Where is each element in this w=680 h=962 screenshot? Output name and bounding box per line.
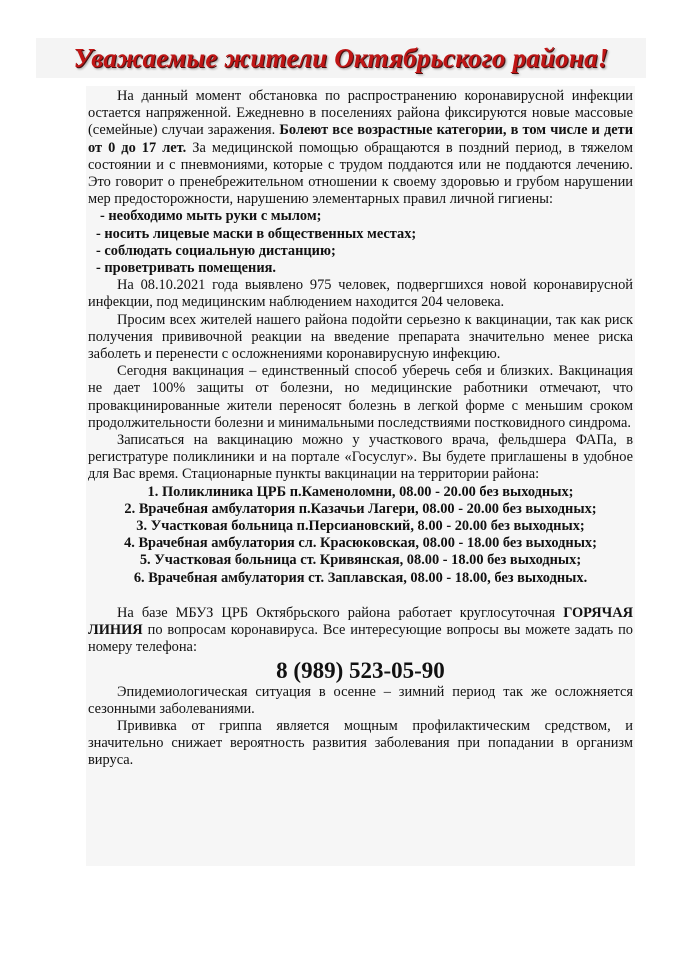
clinic-item: 6. Врачебная амбулатория ст. Заплавская, 08.00 - 18.00, без выходных.: [133, 569, 588, 586]
hotline-label: ГОРЯЧАЯ ЛИНИЯ: [88, 604, 633, 639]
rule-ventilate: - проветривать помещения.: [96, 260, 276, 277]
clinic-item: 5. Участковая больница ст. Кривянская, 08.00 - 18.00 без выходных;: [139, 552, 582, 569]
intro-bold-age-groups: Болеют все возрастные категории, в том числе и дети от 0 до 17 лет.: [88, 122, 633, 156]
intro-text-a: На данный момент обстановка по распространению коронавирусной инфекции остается напряженной. Ежедневно в поселениях района фиксируются новые массовые (семейные) случаи заражения.: [88, 88, 633, 139]
spacer: [88, 587, 633, 605]
clinic-item: 3. Участковая больница п.Персиановский, 8.00 - 20.00 без выходных;: [136, 518, 585, 535]
page-title: Уважаемые жители Октябрьского района!: [73, 42, 609, 73]
clinic-item: 2. Врачебная амбулатория п.Казачьи Лагери, 08.00 - 20.00 без выходных;: [124, 500, 597, 517]
hotline-phone-number: 8 (989) 523-05-90: [276, 657, 445, 683]
signup-paragraph: Записаться на вакцинацию можно у участкового врача, фельдшера ФАПа, в регистратуре поликлиники и на портале «Госуслуг». Вы будете приглашены в удобное для Вас время. Стационарные пункты вакцинации на территории района:: [88, 432, 633, 483]
rule-wash-hands: - необходимо мыть руки с мылом;: [100, 208, 322, 225]
vaccination-appeal-paragraph: Просим всех жителей нашего района подойти серьезно к вакцинации, так как риск получения прививочной реакции на введение препарата значительно менее риска заболеть и перенести с осложнениями коронавирусную инфекцию.: [88, 311, 633, 363]
rule-social-distance: - соблюдать социальную дистанцию;: [96, 242, 336, 259]
title-banner: [36, 38, 646, 78]
document-body: [88, 88, 633, 770]
vaccination-today-paragraph: Сегодня вакцинация – единственный способ уберечь себя и близких. Вакцинация не дает 100% защиты от болезни, но медицинские работники отмечают, что провакцинированные жители переносят болезнь в легкой форме с меньшим сроком продолжительности болезни и минимальными последствиями постковидного синдрома.: [88, 363, 633, 431]
hotline-paragraph: [88, 605, 633, 657]
flu-vaccine-paragraph: Прививка от гриппа является мощным профилактическим средством, и значительно снижает вероятность развития заболевания при попадании в организм вируса.: [88, 717, 633, 769]
clinic-item: 4. Врачебная амбулатория сл. Красюковская, 08.00 - 18.00 без выходных;: [124, 535, 597, 552]
hotline-text-a: На базе МБУЗ ЦРБ Октябрьского района работает круглосуточная: [117, 604, 564, 621]
clinic-item: 1. Поликлиника ЦРБ п.Каменоломни, 08.00 - 20.00 без выходных;: [147, 483, 574, 500]
epidemic-paragraph: Эпидемиологическая ситуация в осенне – зимний период так же осложняется сезонными заболеваниями.: [88, 683, 633, 717]
rule-wear-masks: - носить лицевые маски в общественных местах;: [96, 225, 417, 242]
intro-paragraph: [88, 88, 633, 208]
stats-paragraph: На 08.10.2021 года выявлено 975 человек, подвергшихся новой коронавирусной инфекции, под медицинским наблюдением находится 204 человека.: [88, 277, 633, 311]
intro-text-b: За медицинской помощью обращаются в поздний период, в тяжелом состоянии и с пневмониями, которые с трудом поддаются или не поддаются лечению. Это говорит о пренебрежительном отношении к своему здоровью и грубом нарушении мер предосторожности, нарушению элементарных правил личной гигиены:: [88, 139, 633, 208]
hotline-text-b: по вопросам коронавируса. Все интересующие вопросы вы можете задать по номеру телефона:: [88, 622, 633, 656]
